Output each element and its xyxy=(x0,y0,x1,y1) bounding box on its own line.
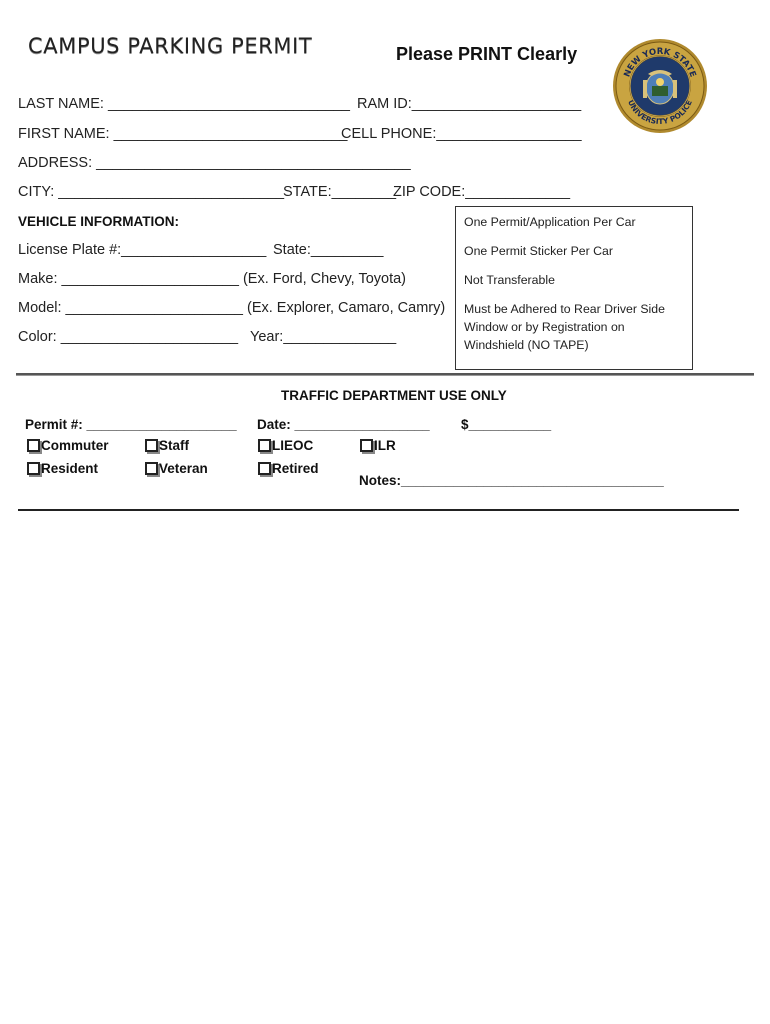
staff-option[interactable]: Staff xyxy=(145,438,189,453)
checkbox-icon[interactable] xyxy=(360,439,373,452)
fee-field[interactable]: $___________ xyxy=(461,417,552,432)
model-field[interactable]: Model: ______________________ (Ex. Explorer, Camaro, Camry) xyxy=(18,300,446,316)
vehicle-info-heading: VEHICLE INFORMATION: xyxy=(18,214,179,229)
commuter-option[interactable]: Commuter xyxy=(27,438,109,453)
form-title: CAMPUS PARKING PERMIT xyxy=(28,34,313,58)
print-instruction: Please PRINT Clearly xyxy=(396,44,578,64)
checkbox-icon[interactable] xyxy=(258,462,271,475)
make-field[interactable]: Make: ______________________ (Ex. Ford, Chevy, Toyota) xyxy=(18,271,407,287)
year-field[interactable]: Year:______________ xyxy=(250,329,397,345)
checkbox-icon[interactable] xyxy=(145,462,158,475)
cell-phone-field[interactable]: CELL PHONE:__________________ xyxy=(341,126,582,142)
color-field[interactable]: Color: ______________________ xyxy=(18,329,239,345)
section-divider xyxy=(16,373,754,376)
checkbox-icon[interactable] xyxy=(27,439,40,452)
license-plate-field[interactable]: License Plate #:__________________ xyxy=(18,242,267,258)
checkbox-icon[interactable] xyxy=(145,439,158,452)
veteran-option[interactable]: Veteran xyxy=(145,461,208,476)
checkbox-icon[interactable] xyxy=(258,439,271,452)
office-use-heading: TRAFFIC DEPARTMENT USE ONLY xyxy=(281,388,507,403)
plate-state-field[interactable]: State:_________ xyxy=(273,242,384,258)
permit-rules-box xyxy=(455,206,693,370)
university-police-seal xyxy=(612,38,708,134)
rule-item: One Permit/Application Per Car xyxy=(464,215,636,229)
city-field[interactable]: CITY: ____________________________ xyxy=(18,184,285,200)
bottom-divider xyxy=(18,509,739,511)
lieoc-option[interactable]: LIEOC xyxy=(258,438,313,453)
rule-item: Must be Adhered to Rear Driver Side Window or by Registration on Windshield (NO TAPE) xyxy=(464,302,665,352)
state-field[interactable]: STATE:________ xyxy=(283,184,397,200)
resident-option[interactable]: Resident xyxy=(27,461,98,476)
checkbox-icon[interactable] xyxy=(27,462,40,475)
last-name-field[interactable]: LAST NAME: ______________________________ xyxy=(18,96,350,112)
first-name-field[interactable]: FIRST NAME: _____________________________ xyxy=(18,126,348,142)
address-field[interactable]: ADDRESS: _______________________________________ xyxy=(18,155,411,171)
seal-text-top: NEW YORK STATE xyxy=(622,46,698,79)
permit-number-field[interactable]: Permit #: ____________________ xyxy=(25,417,237,432)
zip-code-field[interactable]: ZIP CODE:_____________ xyxy=(393,184,571,200)
date-field[interactable]: Date: __________________ xyxy=(257,417,430,432)
ram-id-field[interactable]: RAM ID:_____________________ xyxy=(357,96,582,112)
notes-field[interactable]: Notes:___________________________________ xyxy=(359,473,664,488)
retired-option[interactable]: Retired xyxy=(258,461,319,476)
seal-text-bottom: UNIVERSITY POLICE xyxy=(626,98,694,127)
rule-item: One Permit Sticker Per Car xyxy=(464,244,613,258)
ilr-option[interactable]: ILR xyxy=(360,438,396,453)
rule-item: Not Transferable xyxy=(464,273,555,287)
